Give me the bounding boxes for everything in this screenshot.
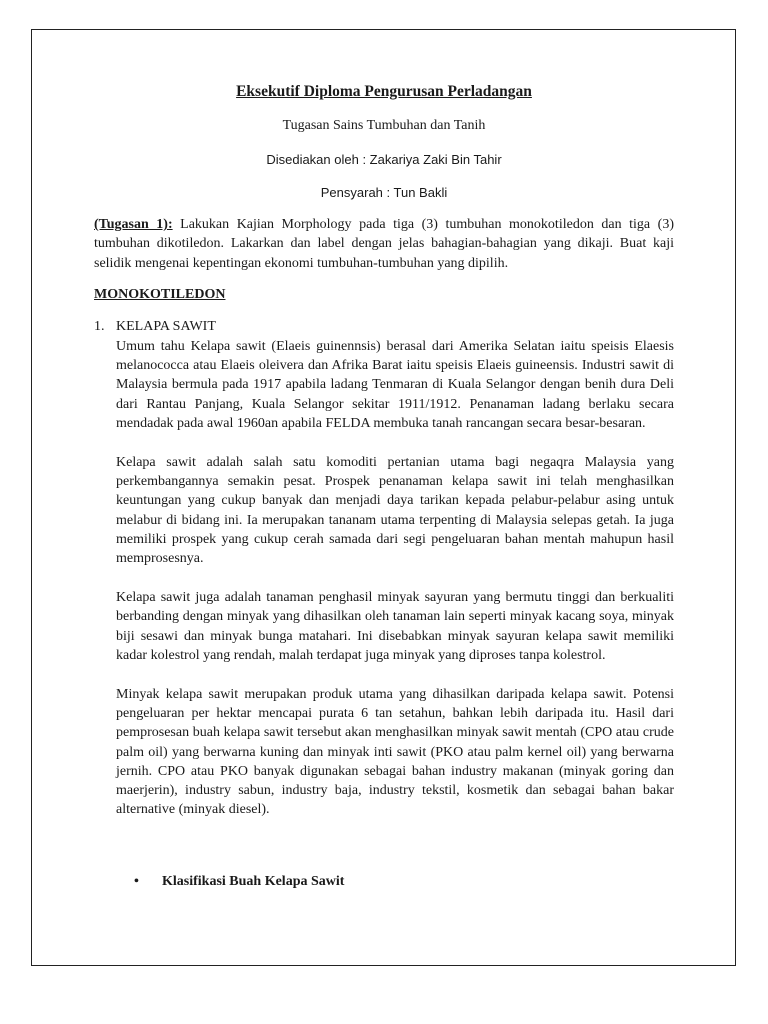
task-text: Lakukan Kajian Morphology pada tiga (3) tumbuhan monokotiledon dan tiga (3) tumbuhan dikotiledon. Lakarkan dan label dengan jelas bahagian-bahagian yang dikaji. Buat kaji selidik mengenai kepentingan ekonomi tumbuhan-tumbuhan yang dipilih. [94,217,674,271]
item-number: 1. [94,319,105,335]
list-item [94,317,674,819]
item-body [116,317,674,819]
document-body [94,82,674,891]
document-title: Eksekutif Diploma Pengurusan Perladangan [236,83,532,100]
task-description [94,215,674,273]
section-heading: MONOKOTILEDON [94,287,226,303]
bullet-icon: • [134,873,139,889]
prepared-by: Disediakan oleh : Zakariya Zaki Bin Tahir [266,151,502,167]
task-label: (Tugasan 1): [94,217,173,233]
bullet-item [134,872,674,891]
lecturer: Pensyarah : Tun Bakli [320,184,448,200]
paragraph: Kelapa sawit adalah salah satu komoditi pertanian utama bagi negaqra Malaysia yang perkembangannya semakin pesat. Prospek penanaman kelapa sawit ini telah menghasilkan keuntungan yang cukup banyak dan menjadi daya tarikan kepada pelabur-pelabur asing untuk melabur di bidang ini. Ia merupakan tananam utama terpenting di Malaysia selepas getah. Ia juga memiliki prospek yang cukup cerah samada dari segi pengeluaran bahan mentah mahupun hasil memprosesnya. [116,454,674,567]
paragraph: Minyak kelapa sawit merupakan produk utama yang dihasilkan daripada kelapa sawit. Potensi pengeluaran per hektar mencapai purata 6 tan setahun, bahkan lebih daripada itu. Hasil dari pemprosesan buah kelapa sawit tersebut akan menghasilkan minyak sawit mentah (CPO atau crude palm oil) yang berwarna kuning dan minyak inti sawit (PKO atau palm kernel oil) yang berwarna jernih. CPO atau PKO banyak digunakan sebagai bahan industry makanan (minyak goring dan maerjerin), industry sabun, industry baja, industry tekstil, kosmetik dan sebagai bahan bakar alternative (minyak diesel). [116,686,674,818]
bullet-text: Klasifikasi Buah Kelapa Sawit [162,873,345,889]
item-title: KELAPA SAWIT [116,319,216,335]
paragraph: Kelapa sawit juga adalah tanaman penghasil minyak sayuran yang bermutu tinggi dan berkualiti berbanding dengan minyak yang dihasilkan oleh tanaman lain seperti minyak kacang soya, minyak biji sesawi dan minyak bunga matahari. Ini disebabkan minyak sayuran kelapa sawit memiliki kadar kolestrol yang rendah, malah terdapat juga minyak yang diproses tanpa kolestrol. [116,589,674,663]
paragraph: Umum tahu Kelapa sawit (Elaeis guinennsis) berasal dari Amerika Selatan iaitu speisis Elaesis melanococca atau Elaeis oleivera dan Afrika Barat iaitu speisis Elaeis guineensis. Industri sawit di Malaysia bermula pada 1917 apabila ladang Tenmaran di Kuala Selangor dengan benih dura Deli dari Rantau Panjang, Kuala Selangor sekitar 1911/1912. Penanaman ladang berlaku secara mendadak pada awal 1960an apabila FELDA membuka tanah rancangan secara besar-besaran. [116,338,674,431]
document-subtitle: Tugasan Sains Tumbuhan dan Tanih [282,118,486,134]
